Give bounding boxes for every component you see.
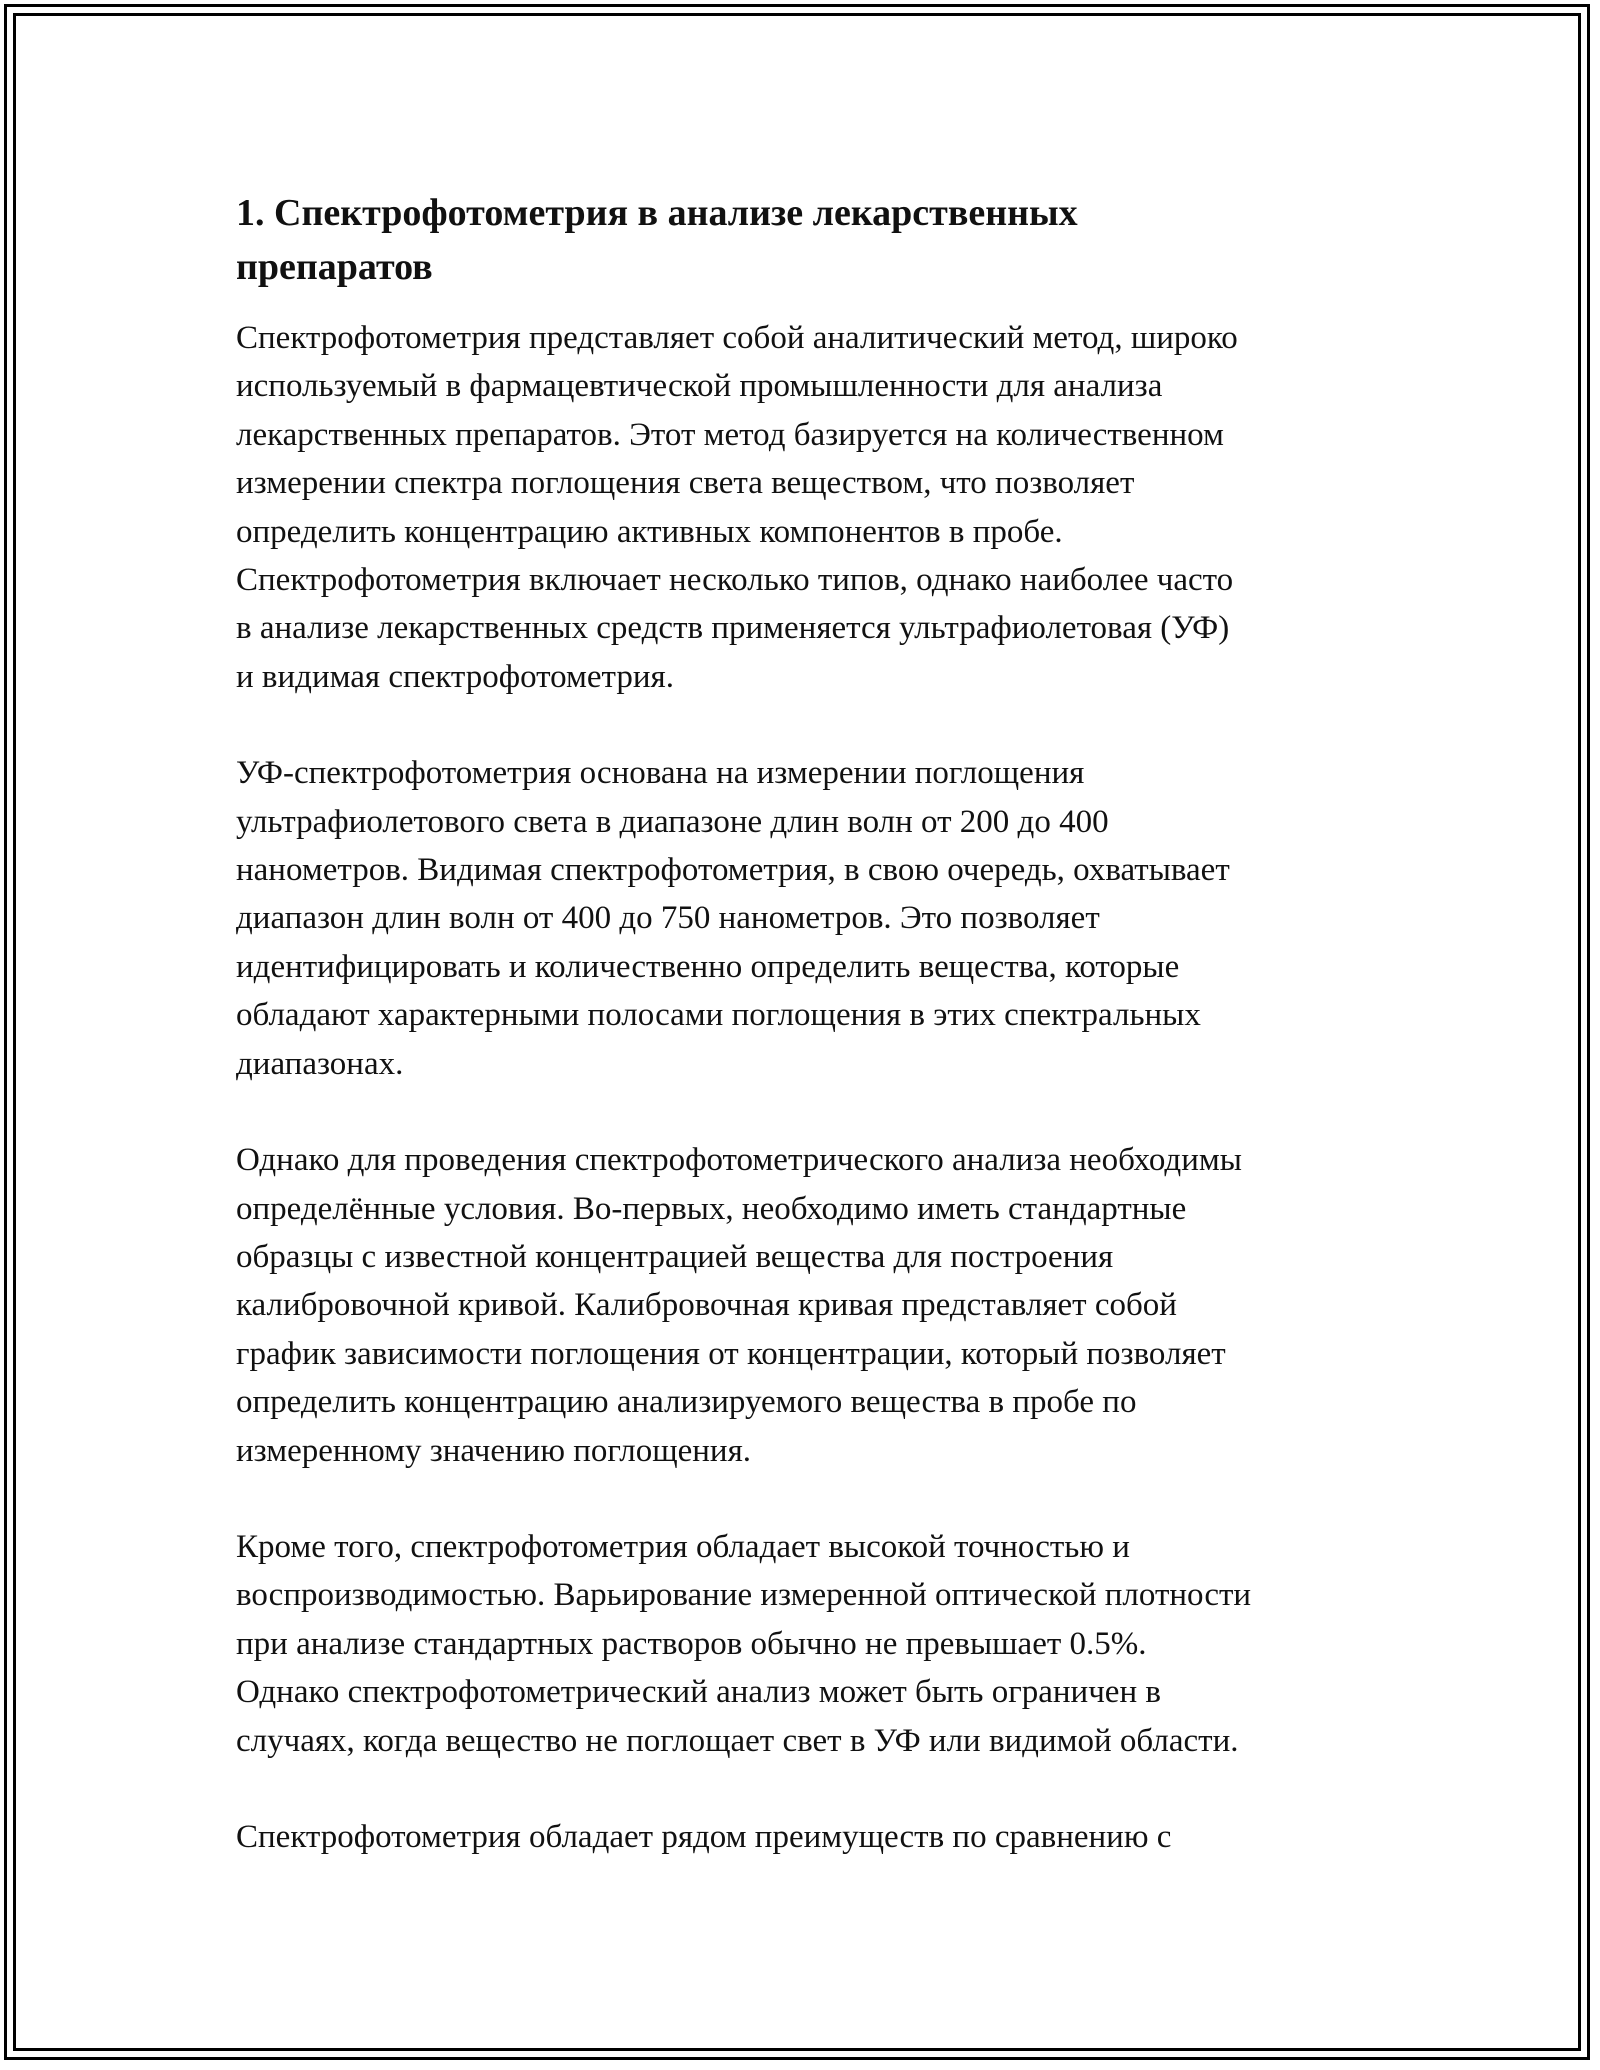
paragraph-conditions: Однако для проведения спектрофотометрического анализа необходимы определённые условия. Во-первых, необходимо иметь стандартные образцы с известной концентрацией вещества для построения калибровочной кривой. Калибровочная кривая представляет собой график зависимости поглощения от концентрации, который позволяет определить концентрацию анализируемого вещества в пробе по измеренному значению поглощения. — [236, 1142, 1242, 1469]
paragraph-uv-visible: УФ-спектрофотометрия основана на измерении поглощения ультрафиолетового света в диапазоне длин волн от 200 до 400 нанометров. Видимая спектрофотометрия, в свою очередь, охватывает диапазон длин волн от 400 до 750 нанометров. Это позволяет идентифицировать и количественно определить вещества, которые обладают характерными полосами поглощения в этих спектральных диапазонах. — [236, 755, 1230, 1082]
document-body — [236, 186, 1376, 1909]
paragraph-accuracy: Кроме того, спектрофотометрия обладает высокой точностью и воспроизводимостью. Варьирование измеренной оптической плотности при анализе стандартных растворов обычно не превышает 0.5%. Однако спектрофотометрический анализ может быть ограничен в случаях, когда вещество не поглощает свет в УФ или видимой области. — [236, 1528, 1252, 1759]
paragraph-intro: Спектрофотометрия представляет собой аналитический метод, широко используемый в фармацевтической промышленности для анализа лекарственных препаратов. Этот метод базируется на количественном измерении спектра поглощения света веществом, что позволяет определить концентрацию активных компонентов в пробе. Спектрофотометрия включает несколько типов, однако наиболее часто в анализе лекарственных средств применяется ультрафиолетовая (УФ) и видимая спектрофотометрия. — [236, 320, 1238, 695]
paragraph-advantages: Спектрофотометрия обладает рядом преимуществ по сравнению с — [236, 1818, 1172, 1855]
section-heading: 1. Спектрофотометрия в анализе лекарственных препаратов — [236, 192, 1078, 288]
